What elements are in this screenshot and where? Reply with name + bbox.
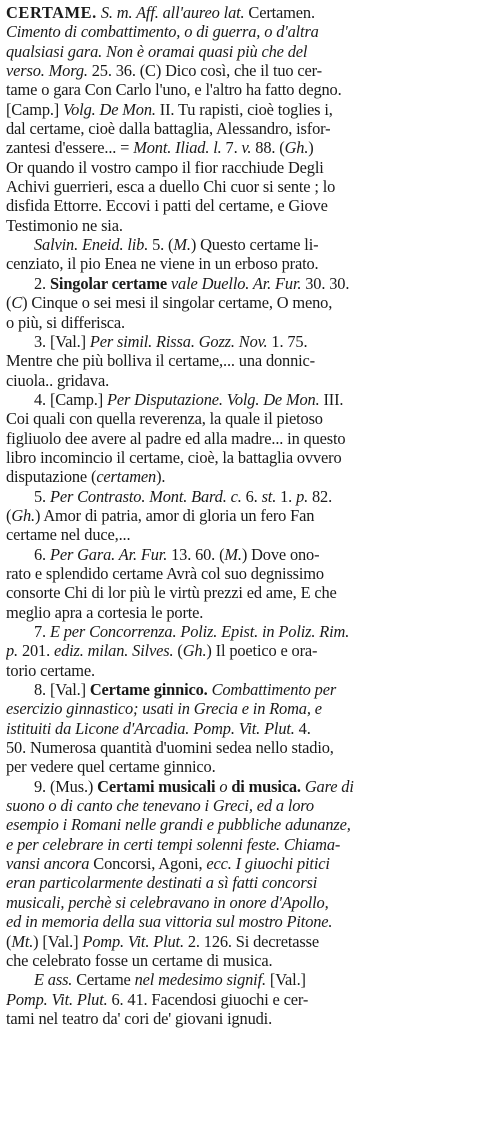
italic-text: Volg. De Mon. bbox=[63, 99, 156, 119]
italic-text: musicali, perchè si celebravano in onore d'Apollo, bbox=[6, 892, 329, 912]
entry-text-line bbox=[6, 313, 472, 332]
text-run: ) [Val.] bbox=[33, 931, 83, 951]
bold-term: di musica. bbox=[231, 776, 301, 796]
text-run: 2. 126. Si decretasse bbox=[183, 931, 319, 951]
entry-text-line bbox=[6, 990, 472, 1009]
text-run: disfida Ettorre. Eccovi i patti del certame, e Giove bbox=[6, 196, 328, 216]
text-run: ). bbox=[156, 467, 166, 487]
italic-text: p. bbox=[6, 641, 18, 661]
italic-text: esercizio ginnastico; usati in Grecia e in Roma, e bbox=[6, 699, 322, 719]
text-run: ) Il poetico e ora- bbox=[206, 641, 318, 661]
text-run: che celebrato fosse un certame di musica. bbox=[6, 950, 273, 970]
entry-text-line bbox=[6, 893, 472, 912]
text-run: tami nel teatro da' cori de' giovani ignudi. bbox=[6, 1008, 273, 1028]
italic-text: vansi ancora bbox=[6, 854, 90, 874]
entry-text-line bbox=[6, 293, 472, 312]
text-run: consorte Chi di lor più le virtù prezzi ed ame, E che bbox=[6, 583, 337, 603]
text-run: ) Dove ono- bbox=[241, 544, 320, 564]
text-run: 9. (Mus.) bbox=[34, 776, 98, 796]
italic-text: vale Duello. Ar. Fur. bbox=[170, 273, 302, 293]
entry-text-line bbox=[6, 158, 472, 177]
text-run: 6. bbox=[241, 486, 262, 506]
entry-text-line bbox=[6, 603, 472, 622]
entry-text-line bbox=[6, 641, 472, 660]
italic-text: ed in memoria della sua vittoria sul mostro Pitone. bbox=[6, 912, 333, 932]
entry-text-line bbox=[6, 448, 472, 467]
entry-text-line bbox=[6, 332, 472, 351]
text-run: Or quando il vostro campo il fior racchiude Degli bbox=[6, 157, 324, 177]
entry-text-line bbox=[6, 235, 472, 254]
italic-text: Pomp. Vit. Plut. bbox=[82, 931, 184, 951]
italic-text: e per celebrare in certi tempi solenni feste. Chiama- bbox=[6, 834, 341, 854]
text-run: II. Tu rapisti, cioè toglies i, bbox=[155, 99, 333, 119]
italic-text: p. bbox=[296, 486, 309, 506]
text-run: Testimonio ne sia. bbox=[6, 215, 123, 235]
dictionary-entry-certame bbox=[6, 3, 472, 1028]
text-run: ciuola.. gridava. bbox=[6, 370, 110, 390]
entry-text-line bbox=[6, 661, 472, 680]
entry-text-line bbox=[6, 467, 472, 486]
italic-text: Combattimento per bbox=[211, 680, 337, 700]
italic-text: Per Contrasto. Mont. Bard. c. bbox=[49, 486, 242, 506]
text-run: 6. 41. Facendosi giuochi e cer- bbox=[107, 989, 309, 1009]
entry-text-line bbox=[6, 854, 472, 873]
italic-text: eran particolarmente destinati a sì fatti concorsi bbox=[6, 873, 318, 893]
italic-text: S. m. Aff. all'aureo lat. bbox=[100, 3, 245, 22]
text-run: disputazione ( bbox=[6, 467, 97, 487]
text-run: Certame bbox=[72, 970, 135, 990]
italic-text: st. bbox=[261, 486, 277, 506]
text-run: 3. [Val.] bbox=[34, 331, 90, 351]
entry-text-line bbox=[6, 196, 472, 215]
entry-text-line bbox=[6, 254, 472, 273]
text-run: ( bbox=[6, 931, 12, 951]
italic-text: Cimento di combattimento, o di guerra, o d'altra bbox=[6, 22, 319, 42]
text-run: ( bbox=[173, 641, 183, 661]
bold-term: Certame ginnico. bbox=[89, 680, 208, 700]
italic-text: nel medesimo signif. bbox=[134, 970, 266, 990]
entry-text-line bbox=[6, 119, 472, 138]
text-run: Mentre che più bolliva il certame,... una donnic- bbox=[6, 351, 315, 371]
entry-text-line bbox=[6, 622, 472, 641]
text-run: 7. bbox=[34, 622, 50, 641]
entry-text-line bbox=[6, 757, 472, 776]
entry-text-line bbox=[6, 932, 472, 951]
text-run: III. bbox=[319, 389, 344, 409]
entry-text-line bbox=[6, 390, 472, 409]
headword: CERTAME. bbox=[6, 3, 97, 22]
italic-text: Gh. bbox=[182, 641, 207, 661]
italic-text: ediz. milan. Silves. bbox=[53, 641, 174, 661]
entry-text-line bbox=[6, 216, 472, 235]
italic-text: Pomp. Vit. Plut. bbox=[6, 989, 108, 1009]
bold-term: Singolar certame bbox=[49, 273, 167, 293]
entry-text-line bbox=[6, 912, 472, 931]
italic-text: qualsiasi gara. Non è oramai quasi più che del bbox=[6, 41, 308, 61]
text-run: 25. 36. (C) Dico così, che il tuo cer- bbox=[87, 61, 322, 81]
text-run: figliuolo dee avere al padre ed alla madre... in questo bbox=[6, 428, 346, 448]
italic-text: Salvin. Eneid. lib. bbox=[34, 235, 149, 255]
text-run: 1. 75. bbox=[267, 331, 308, 351]
text-run: cenziato, il pio Enea ne viene in un erboso prato. bbox=[6, 254, 319, 274]
entry-text-line bbox=[6, 22, 472, 41]
text-run: tame o gara Con Carlo l'uno, e l'altro ha fatto degno. bbox=[6, 80, 342, 100]
italic-text: Mt. bbox=[11, 931, 34, 951]
text-run: rato e splendido certame Avrà col suo degnissimo bbox=[6, 563, 324, 583]
entry-text-line bbox=[6, 409, 472, 428]
text-run: o più, si differisca. bbox=[6, 312, 125, 332]
entry-text-line bbox=[6, 525, 472, 544]
text-run: dal certame, cioè dalla battaglia, Alessandro, isfor- bbox=[6, 119, 331, 139]
text-run: ( bbox=[6, 293, 12, 313]
text-run: meglio apra a cortesia le porte. bbox=[6, 602, 204, 622]
italic-text: M. bbox=[224, 544, 242, 564]
text-run: 13. 60. ( bbox=[167, 544, 225, 564]
text-run: 4. [Camp.] bbox=[34, 389, 108, 409]
italic-text: Mont. Iliad. l. bbox=[133, 138, 222, 158]
entry-text-line bbox=[6, 3, 472, 22]
text-run: Coi quali con quella reverenza, la quale il pietoso bbox=[6, 409, 323, 429]
entry-text-line bbox=[6, 835, 472, 854]
italic-text: certamen bbox=[96, 467, 157, 487]
text-run: ) Amor di patria, amor di gloria un fero Fan bbox=[35, 505, 315, 525]
text-run: 201. bbox=[18, 641, 54, 661]
entry-text-line bbox=[6, 429, 472, 448]
entry-text-line bbox=[6, 796, 472, 815]
italic-text: istituiti da Licone d'Arcadia. Pomp. Vit. Plut. bbox=[6, 718, 295, 738]
text-run: 5. bbox=[34, 486, 50, 506]
entry-text-line bbox=[6, 738, 472, 757]
text-run: 8. [Val.] bbox=[34, 680, 90, 700]
text-run: 50. Numerosa quantità d'uomini sedea nello stadio, bbox=[6, 738, 334, 758]
text-run: certame nel duce,... bbox=[6, 525, 131, 545]
italic-text: Gare di bbox=[304, 776, 354, 796]
text-run: ) bbox=[308, 138, 314, 158]
text-run: zantesi d'essere... = bbox=[6, 138, 134, 158]
entry-text-line bbox=[6, 274, 472, 293]
entry-text-line bbox=[6, 545, 472, 564]
entry-text-line bbox=[6, 970, 472, 989]
text-run: 5. ( bbox=[148, 235, 174, 255]
entry-text-line bbox=[6, 680, 472, 699]
entry-text-line bbox=[6, 951, 472, 970]
entry-text-line bbox=[6, 100, 472, 119]
entry-text-line bbox=[6, 61, 472, 80]
entry-text-line bbox=[6, 699, 472, 718]
entry-text-line bbox=[6, 564, 472, 583]
italic-text: o bbox=[219, 776, 228, 796]
italic-text: ecc. I giuochi pitici bbox=[206, 854, 330, 874]
italic-text: v. bbox=[241, 138, 252, 158]
entry-text-line bbox=[6, 177, 472, 196]
entry-text-line bbox=[6, 80, 472, 99]
entry-text-line bbox=[6, 873, 472, 892]
text-run: Concorsi, Agoni, bbox=[89, 854, 207, 874]
entry-text-line bbox=[6, 487, 472, 506]
entry-text-line bbox=[6, 777, 472, 796]
text-run: 1. bbox=[276, 486, 297, 506]
text-run: libro incomincio il certame, cioè, la battaglia ovvero bbox=[6, 447, 342, 467]
text-run: Achivi guerrieri, esca a duello Chi cuor si sente ; lo bbox=[6, 177, 336, 197]
entry-text-line bbox=[6, 42, 472, 61]
text-run: 82. bbox=[308, 486, 333, 506]
bold-term: Certami musicali bbox=[97, 776, 216, 796]
entry-text-line bbox=[6, 583, 472, 602]
entry-text-line bbox=[6, 506, 472, 525]
italic-text: E per Concorrenza. Poliz. Epist. in Poliz. Rim. bbox=[49, 622, 350, 641]
text-run: [Camp.] bbox=[6, 99, 64, 119]
entry-text-line bbox=[6, 815, 472, 834]
italic-text: Gh. bbox=[284, 138, 309, 158]
text-run: torio certame. bbox=[6, 660, 95, 680]
italic-text: C bbox=[11, 293, 23, 313]
italic-text: esempio i Romani nelle grandi e pubbliche adunanze, bbox=[6, 815, 351, 835]
entry-text-line bbox=[6, 351, 472, 370]
text-run: [Val.] bbox=[265, 970, 306, 990]
text-run: 88. ( bbox=[251, 138, 285, 158]
italic-text: Per Gara. Ar. Fur. bbox=[49, 544, 168, 564]
entry-text-line bbox=[6, 138, 472, 157]
entry-text-line bbox=[6, 1009, 472, 1028]
text-run: ( bbox=[6, 505, 12, 525]
entry-text-line bbox=[6, 719, 472, 738]
text-run: per vedere quel certame ginnico. bbox=[6, 757, 216, 777]
text-run: 2. bbox=[34, 273, 50, 293]
italic-text: E ass. bbox=[34, 970, 73, 990]
italic-text: M. bbox=[173, 235, 191, 255]
text-run: Certamen. bbox=[244, 3, 315, 22]
italic-text: Gh. bbox=[11, 505, 35, 525]
italic-text: verso. Morg. bbox=[6, 61, 88, 81]
text-run: 7. bbox=[221, 138, 242, 158]
italic-text: Per simil. Rissa. Gozz. Nov. bbox=[89, 331, 268, 351]
text-run: 4. bbox=[294, 718, 311, 738]
text-run: 6. bbox=[34, 544, 50, 564]
text-run: ) Cinque o sei mesi il singolar certame, O meno, bbox=[22, 293, 333, 313]
italic-text: suono o di canto che tenevano i Greci, ed a loro bbox=[6, 796, 314, 816]
text-run: 30. 30. bbox=[301, 273, 350, 293]
italic-text: Per Disputazione. Volg. De Mon. bbox=[107, 389, 320, 409]
entry-text-line bbox=[6, 371, 472, 390]
text-run: ) Questo certame li- bbox=[190, 235, 319, 255]
